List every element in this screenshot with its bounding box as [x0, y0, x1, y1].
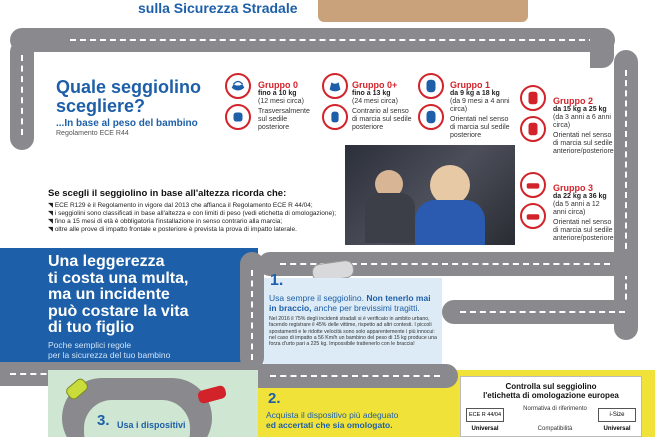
group-desc: Orientati nel senso di marcia sul sedile anteriore/posteriore — [553, 132, 614, 155]
road-dash — [625, 70, 627, 320]
booster-cushion-icon — [520, 203, 546, 229]
group-2 — [553, 96, 613, 156]
booster-cushion-icon — [520, 172, 546, 198]
booster-seat-icon — [520, 85, 546, 111]
infant-carrier-icon — [225, 104, 251, 130]
label-row2-mid: Compatibilità — [537, 426, 573, 432]
tip1-number: 1. — [270, 272, 284, 289]
label-col-left: ECE R 44/04 — [466, 408, 504, 422]
children-car-photo — [345, 145, 515, 245]
road-dash — [270, 375, 440, 377]
bullet-item: ◥ oltre alle prove di impatto frontale e posteriore è prevista la prova di impatto laterale. — [48, 226, 297, 233]
tip3-text: Usa i dispositivi — [117, 420, 186, 430]
section1-title-line1: Quale seggiolino — [56, 77, 202, 97]
road-top-left-join — [10, 28, 70, 52]
road-dash — [251, 270, 253, 360]
banner-line: ma un incidente — [48, 286, 170, 303]
group-0-plus — [352, 80, 412, 132]
group-0 — [258, 80, 318, 132]
banner-sub — [48, 340, 170, 360]
group-weight: fino a 13 kg — [352, 90, 391, 97]
road-dash — [60, 39, 595, 41]
group-title: Gruppo 0 — [258, 80, 298, 90]
group-desc: Trasversalmente sul sedile posteriore — [258, 108, 310, 131]
group-age: (da 5 anni a 12 anni circa) — [553, 201, 600, 216]
infant-carrier-icon — [225, 73, 251, 99]
section1-subtitle: ...In base al peso del bambino — [56, 118, 198, 129]
road-dash — [21, 55, 23, 135]
group-weight: fino a 10 kg — [258, 90, 297, 97]
bullet-item: ◥ i seggiolini sono classificati in base all'altezza e con limiti di peso (vedi etichetta di omologazione); — [48, 210, 337, 217]
height-section-title: Se scegli il seggiolino in base all'altezza ricorda che: — [48, 188, 287, 199]
child-seat-icon — [418, 104, 444, 130]
height-section-bullets — [48, 202, 348, 234]
label-col-mid: Normativa di riferimento — [523, 406, 587, 412]
section1-title-line2: scegliere? — [56, 96, 146, 116]
group-desc: Orientati nel senso di marcia sul sedile posteriore — [450, 116, 510, 139]
group-age: (da 9 mesi a 4 anni circa) — [450, 98, 510, 113]
tip1-detail: Nel 2016 il 75% degli incidenti stradali si è verificato in ambito urbano, facendo registrare il 45% delle vittime, rispetto ad altri contesti. I piccoli spostamenti e le ridotte velocità sono solo apparentemente i più innocui: nel caso di impatto a 56 Km/h un bambino del peso di 15 kg produce una forza d'urto pari a 225 kg. Impossibile trattenerlo con le braccia! — [269, 316, 437, 348]
banner-line: può costare la vita — [48, 302, 189, 320]
tip3-number: 3. — [97, 412, 110, 429]
label-row2-left: Universal — [471, 426, 499, 432]
group-desc: Orientati nel senso di marcia sul sedile anteriore/posteriore — [553, 219, 614, 242]
group-title: Gruppo 2 — [553, 96, 593, 106]
infant-seat-icon — [322, 73, 348, 99]
group-title: Gruppo 1 — [450, 80, 490, 90]
child-seat-icon — [418, 73, 444, 99]
tip2-line: Acquista il dispositivo più adeguato — [266, 410, 399, 420]
group-age: (12 mesi circa) — [258, 98, 304, 105]
top-photo-strip — [318, 0, 528, 22]
group-weight: da 9 kg a 18 kg — [450, 90, 500, 97]
top-subtitle: sulla Sicurezza Stradale — [138, 0, 298, 16]
bullet-item: ◥ ECE R129 è il Regolamento in vigore dal 2013 che affianca il Regolamento ECE R 44/04; — [48, 202, 313, 209]
group-age: (da 3 anni a 6 anni circa) — [553, 114, 611, 129]
label-col-right: i-Size — [598, 408, 636, 422]
banner-sub-line: Poche semplici regole — [48, 340, 132, 350]
booster-seat-icon — [520, 116, 546, 142]
infant-seat-icon — [322, 104, 348, 130]
banner-sub-line: per la sicurezza del tuo bambino — [48, 350, 171, 360]
banner-line: di tuo figlio — [48, 319, 135, 336]
group-title: Gruppo 3 — [553, 183, 593, 193]
label-box-title: Controlla sul seggiolino l'etichetta di omologazione europea — [483, 382, 619, 400]
tip2-line: ed accertati che sia omologato. — [266, 420, 393, 430]
road-dash — [460, 311, 625, 313]
bullet-item: ◥ fino a 15 mesi di età è obbligatoria l'installazione in senso contrario alla marcia; — [48, 218, 283, 225]
banner-headline — [48, 254, 189, 337]
group-title: Gruppo 0+ — [352, 80, 398, 90]
group-3 — [553, 183, 613, 243]
group-desc: Contrario al senso di marcia sul sedile posteriore — [352, 108, 412, 131]
section1-title — [56, 78, 201, 116]
tip2-text — [266, 410, 446, 430]
group-1 — [450, 80, 512, 140]
banner-line: ti costa una multa, — [48, 269, 189, 287]
group-weight: da 15 kg a 25 kg — [553, 106, 607, 113]
section1-regulation: Regolamento ECE R44 — [56, 130, 129, 137]
tip2-number: 2. — [268, 390, 281, 407]
tip1-text: Usa sempre il seggiolino. Non tenerlo mai in braccio, anche per brevissimi tragitti. — [269, 293, 431, 313]
banner-line: Una leggerezza — [48, 253, 165, 270]
group-weight: da 22 kg a 36 kg — [553, 193, 607, 200]
group-age: (24 mesi circa) — [352, 98, 398, 105]
label-row2-right: Universal — [603, 426, 631, 432]
